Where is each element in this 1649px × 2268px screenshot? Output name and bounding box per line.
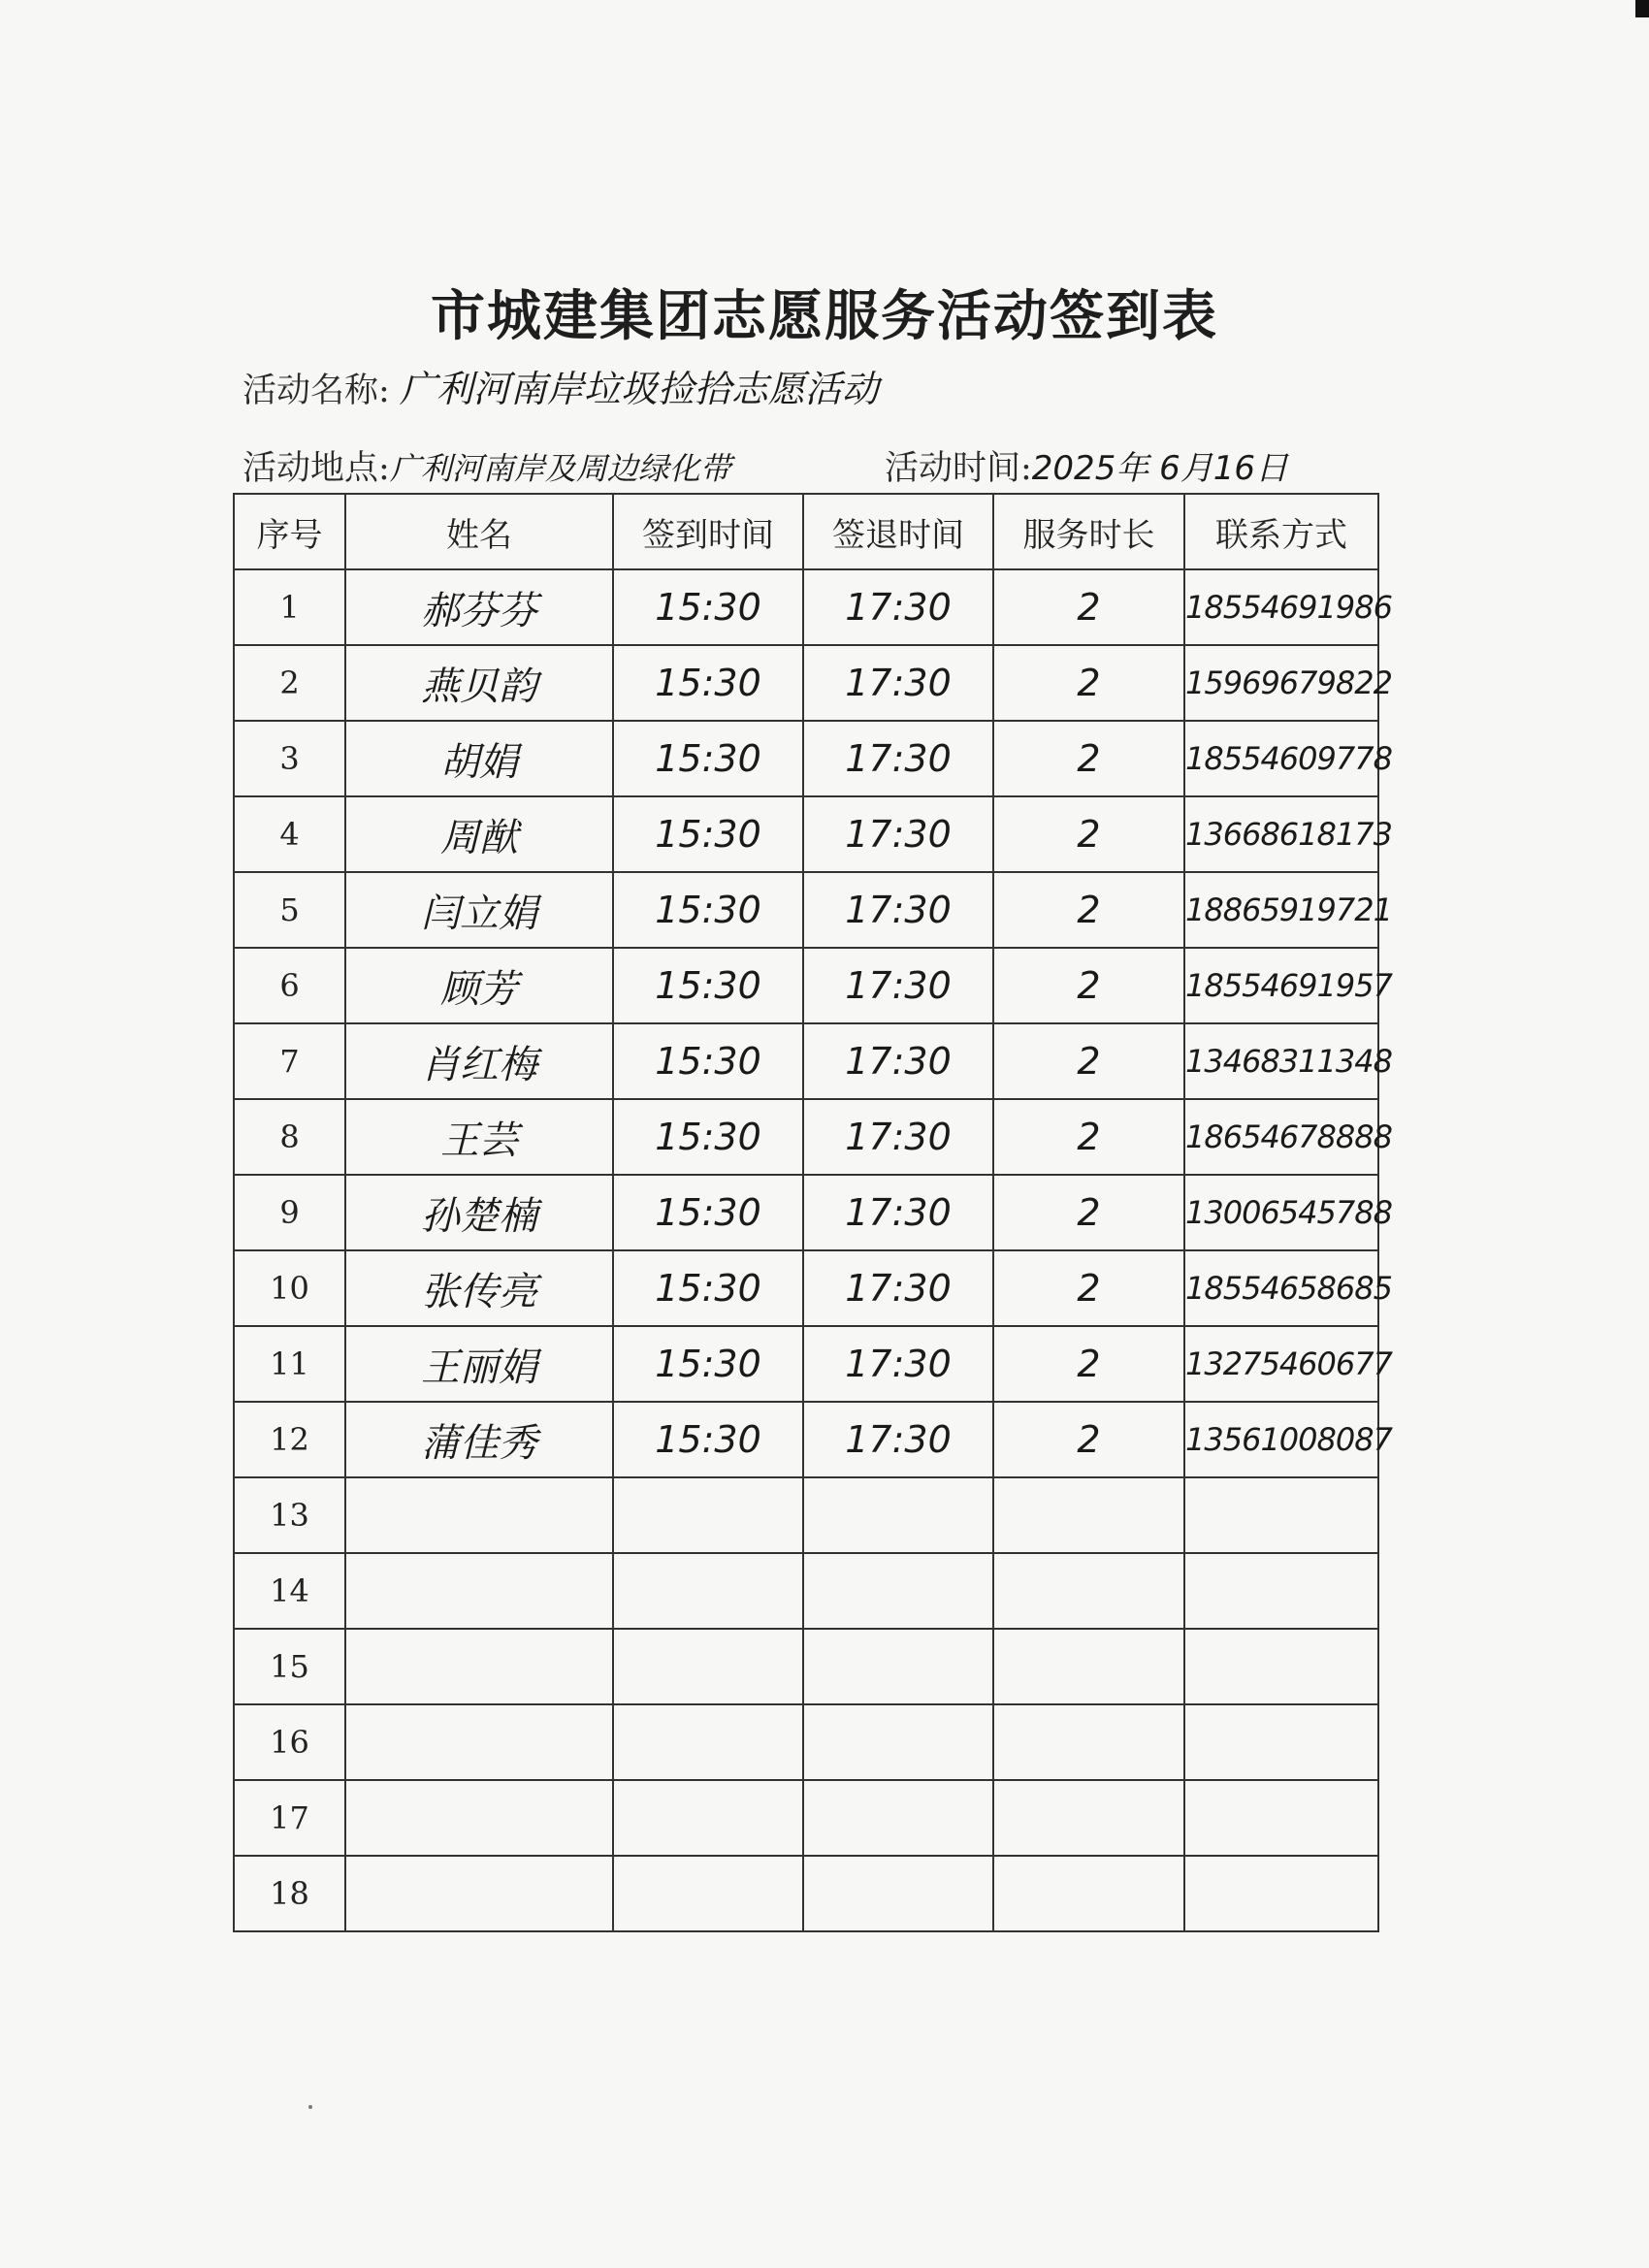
row-name	[345, 1023, 613, 1099]
row-name-text: 蒲佳秀	[421, 1420, 537, 1466]
activity-name-line	[242, 359, 879, 412]
row-sign-out-time-text: 17:30	[845, 889, 952, 931]
row-sign-out-time	[803, 1023, 993, 1099]
row-contact	[1184, 948, 1392, 1023]
row-name	[345, 1402, 613, 1477]
row-sign-out-time	[803, 1099, 993, 1175]
row-name	[345, 796, 613, 872]
table-row	[234, 1250, 1378, 1326]
row-sign-out-time	[803, 721, 993, 796]
row-name-text: 顾芳	[440, 966, 518, 1012]
row-name-text: 王芸	[440, 1118, 518, 1163]
row-service-hours	[993, 948, 1184, 1023]
row-sign-in-time	[613, 1250, 803, 1326]
table-row	[234, 569, 1378, 645]
activity-name-label: 活动名称:	[242, 372, 390, 410]
row-service-hours	[993, 1402, 1184, 1477]
row-name	[345, 1175, 613, 1250]
row-contact	[1184, 1402, 1392, 1477]
row-name	[345, 1629, 613, 1704]
row-name	[345, 721, 613, 796]
activity-time-line	[885, 441, 1288, 490]
row-index: 13	[234, 1477, 345, 1553]
row-name-text: 闫立娟	[421, 891, 537, 936]
row-index: 9	[234, 1175, 345, 1250]
row-index: 5	[234, 872, 345, 948]
row-sign-out-time	[803, 1553, 993, 1629]
row-sign-out-time-text: 17:30	[845, 662, 952, 704]
row-sign-in-time-text: 15:30	[655, 1116, 761, 1158]
row-sign-out-time	[803, 1250, 993, 1326]
row-sign-in-time-text: 15:30	[655, 1418, 761, 1461]
row-service-hours	[993, 645, 1184, 721]
row-service-hours-text: 2	[1077, 1267, 1101, 1310]
row-sign-out-time-text: 17:30	[845, 964, 952, 1007]
row-name-text: 胡娟	[440, 739, 518, 785]
row-contact-text: 13006545788	[1185, 1194, 1392, 1231]
row-service-hours-text: 2	[1077, 1191, 1101, 1234]
row-service-hours-text: 2	[1077, 586, 1101, 629]
row-contact	[1184, 1175, 1392, 1250]
row-sign-in-time	[613, 1704, 803, 1780]
table-row	[234, 645, 1378, 721]
row-service-hours	[993, 1099, 1184, 1175]
row-index: 14	[234, 1553, 345, 1629]
row-name	[345, 645, 613, 721]
row-name	[345, 1250, 613, 1326]
table-row	[234, 1553, 1378, 1629]
scan-speck	[308, 2105, 312, 2109]
row-service-hours	[993, 1704, 1184, 1780]
row-service-hours-text: 2	[1077, 889, 1101, 931]
row-name-text: 周猷	[440, 815, 518, 860]
row-sign-out-time	[803, 1704, 993, 1780]
row-service-hours-text: 2	[1077, 737, 1101, 780]
row-service-hours	[993, 872, 1184, 948]
row-sign-in-time-text: 15:30	[655, 1343, 761, 1385]
row-sign-in-time	[613, 796, 803, 872]
row-sign-out-time-text: 17:30	[845, 737, 952, 780]
row-contact	[1184, 1704, 1378, 1780]
row-index: 3	[234, 721, 345, 796]
row-sign-out-time-text: 17:30	[845, 1343, 952, 1385]
row-sign-out-time	[803, 1780, 993, 1856]
row-sign-out-time	[803, 645, 993, 721]
row-name-text: 张传亮	[421, 1269, 537, 1314]
row-sign-out-time	[803, 1477, 993, 1553]
row-sign-in-time	[613, 645, 803, 721]
table-row	[234, 1780, 1378, 1856]
row-sign-out-time-text: 17:30	[845, 813, 952, 856]
row-name	[345, 1704, 613, 1780]
row-service-hours	[993, 1780, 1184, 1856]
header-index: 序号	[234, 494, 345, 569]
header-name: 姓名	[345, 494, 613, 569]
table-row	[234, 1477, 1378, 1553]
row-sign-in-time-text: 15:30	[655, 889, 761, 931]
table-row	[234, 1402, 1378, 1477]
row-sign-out-time	[803, 948, 993, 1023]
activity-place-line	[242, 441, 731, 490]
table-row	[234, 721, 1378, 796]
row-sign-in-time	[613, 872, 803, 948]
row-sign-out-time-text: 17:30	[845, 1418, 952, 1461]
table-row	[234, 948, 1378, 1023]
table-row	[234, 872, 1378, 948]
row-sign-in-time	[613, 1326, 803, 1402]
row-contact-text: 18865919721	[1185, 891, 1392, 928]
row-index: 18	[234, 1856, 345, 1931]
row-index: 8	[234, 1099, 345, 1175]
header-service-hours: 服务时长	[993, 494, 1184, 569]
row-sign-out-time-text: 17:30	[845, 1040, 952, 1083]
activity-time-value: 2025年 6月16日	[1031, 449, 1289, 488]
row-sign-in-time	[613, 1780, 803, 1856]
row-contact	[1184, 872, 1392, 948]
row-index: 12	[234, 1402, 345, 1477]
row-sign-out-time	[803, 1629, 993, 1704]
row-contact-text: 15969679822	[1185, 664, 1392, 701]
header-sign-in-time: 签到时间	[613, 494, 803, 569]
table-row	[234, 1099, 1378, 1175]
row-contact	[1184, 1553, 1378, 1629]
row-service-hours	[993, 796, 1184, 872]
scan-edge-mark	[1635, 0, 1649, 17]
table-row	[234, 1023, 1378, 1099]
row-service-hours	[993, 1477, 1184, 1553]
row-name	[345, 1780, 613, 1856]
row-sign-in-time	[613, 569, 803, 645]
row-index: 11	[234, 1326, 345, 1402]
row-index: 2	[234, 645, 345, 721]
row-sign-in-time	[613, 721, 803, 796]
row-sign-in-time-text: 15:30	[655, 737, 761, 780]
row-name	[345, 1099, 613, 1175]
row-sign-in-time	[613, 1175, 803, 1250]
row-contact-text: 18554609778	[1185, 740, 1392, 777]
row-sign-in-time	[613, 1477, 803, 1553]
row-contact	[1184, 569, 1392, 645]
table-row	[234, 1175, 1378, 1250]
table-row	[234, 1704, 1378, 1780]
row-contact	[1184, 1099, 1392, 1175]
row-sign-out-time	[803, 796, 993, 872]
row-name-text: 郝芬芬	[421, 588, 537, 633]
row-name	[345, 1326, 613, 1402]
row-contact-text: 13668618173	[1185, 816, 1392, 853]
row-contact	[1184, 721, 1392, 796]
row-service-hours	[993, 1326, 1184, 1402]
table-row	[234, 1856, 1378, 1931]
table-row	[234, 1326, 1378, 1402]
row-contact	[1184, 1326, 1392, 1402]
row-service-hours	[993, 1175, 1184, 1250]
table-row	[234, 1629, 1378, 1704]
row-contact	[1184, 1023, 1392, 1099]
table-row	[234, 796, 1378, 872]
activity-place-value: 广利河南岸及周边绿化带	[389, 450, 731, 487]
row-sign-in-time-text: 15:30	[655, 813, 761, 856]
row-name	[345, 1477, 613, 1553]
row-service-hours-text: 2	[1077, 1418, 1101, 1461]
row-index: 15	[234, 1629, 345, 1704]
row-sign-in-time	[613, 1023, 803, 1099]
row-contact-text: 13468311348	[1185, 1043, 1392, 1080]
row-index: 16	[234, 1704, 345, 1780]
row-contact	[1184, 1629, 1378, 1704]
row-sign-in-time-text: 15:30	[655, 586, 761, 629]
row-service-hours	[993, 1250, 1184, 1326]
row-service-hours	[993, 721, 1184, 796]
row-name	[345, 1553, 613, 1629]
row-sign-out-time-text: 17:30	[845, 1116, 952, 1158]
row-contact-text: 18654678888	[1185, 1118, 1392, 1155]
row-index: 4	[234, 796, 345, 872]
row-sign-in-time	[613, 1099, 803, 1175]
activity-name-value: 广利河南岸垃圾捡拾志愿活动	[399, 368, 879, 410]
row-contact	[1184, 1780, 1378, 1856]
row-service-hours-text: 2	[1077, 662, 1101, 704]
row-contact-text: 18554691986	[1185, 589, 1392, 626]
row-service-hours	[993, 1553, 1184, 1629]
row-contact	[1184, 1477, 1378, 1553]
row-service-hours-text: 2	[1077, 1040, 1101, 1083]
row-name	[345, 872, 613, 948]
row-contact-text: 18554658685	[1185, 1270, 1392, 1307]
row-service-hours-text: 2	[1077, 964, 1101, 1007]
row-sign-out-time-text: 17:30	[845, 586, 952, 629]
row-sign-in-time-text: 15:30	[655, 964, 761, 1007]
row-name-text: 肖红梅	[421, 1042, 537, 1087]
activity-place-label: 活动地点:	[242, 449, 390, 488]
row-contact	[1184, 796, 1392, 872]
row-service-hours-text: 2	[1077, 1116, 1101, 1158]
row-sign-out-time	[803, 1326, 993, 1402]
row-sign-in-time	[613, 948, 803, 1023]
row-index: 1	[234, 569, 345, 645]
row-contact-text: 18554691957	[1185, 967, 1392, 1004]
header-sign-out-time: 签退时间	[803, 494, 993, 569]
row-sign-out-time	[803, 569, 993, 645]
row-sign-in-time-text: 15:30	[655, 1040, 761, 1083]
row-contact	[1184, 1250, 1392, 1326]
row-sign-out-time	[803, 872, 993, 948]
row-sign-out-time-text: 17:30	[845, 1267, 952, 1310]
row-name-text: 王丽娟	[421, 1345, 537, 1390]
row-service-hours	[993, 569, 1184, 645]
row-contact-text: 13275460677	[1185, 1345, 1392, 1382]
sign-in-table	[233, 493, 1392, 1932]
row-contact-text: 13561008087	[1185, 1421, 1392, 1458]
row-index: 6	[234, 948, 345, 1023]
table-header-row	[234, 494, 1378, 569]
row-contact	[1184, 645, 1392, 721]
row-service-hours-text: 2	[1077, 1343, 1101, 1385]
row-sign-in-time	[613, 1553, 803, 1629]
row-service-hours	[993, 1856, 1184, 1931]
row-contact	[1184, 1856, 1378, 1931]
row-name	[345, 569, 613, 645]
row-sign-out-time-text: 17:30	[845, 1191, 952, 1234]
row-index: 10	[234, 1250, 345, 1326]
activity-time-label: 活动时间:	[885, 449, 1032, 488]
row-sign-in-time-text: 15:30	[655, 662, 761, 704]
row-name	[345, 1856, 613, 1931]
row-name-text: 孙楚楠	[421, 1193, 537, 1239]
row-sign-out-time	[803, 1402, 993, 1477]
row-index: 7	[234, 1023, 345, 1099]
header-contact: 联系方式	[1184, 494, 1378, 569]
row-name	[345, 948, 613, 1023]
row-sign-in-time	[613, 1629, 803, 1704]
row-sign-out-time	[803, 1856, 993, 1931]
row-name-text: 燕贝韵	[421, 664, 537, 709]
page-title: 市城建集团志愿服务活动签到表	[431, 284, 1218, 348]
row-service-hours	[993, 1023, 1184, 1099]
row-index: 17	[234, 1780, 345, 1856]
row-sign-in-time	[613, 1856, 803, 1931]
row-sign-in-time	[613, 1402, 803, 1477]
row-sign-in-time-text: 15:30	[655, 1267, 761, 1310]
row-sign-out-time	[803, 1175, 993, 1250]
row-service-hours-text: 2	[1077, 813, 1101, 856]
row-sign-in-time-text: 15:30	[655, 1191, 761, 1234]
row-service-hours	[993, 1629, 1184, 1704]
